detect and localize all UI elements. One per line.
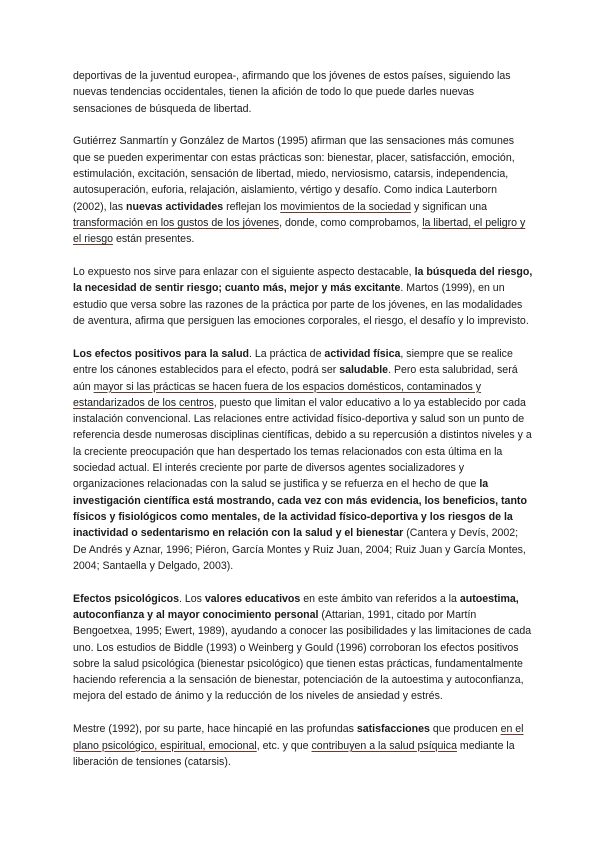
text-segment: , etc. y que bbox=[256, 739, 312, 752]
paragraph-efectos-salud bbox=[73, 346, 533, 574]
bold-phrase: la búsqueda del riesgo, la necesidad de sentir riesgo; cuanto más, mejor y más excitante bbox=[73, 266, 533, 295]
underlined-phrase: transformación en los gustos de los jóvenes bbox=[73, 216, 280, 229]
underlined-phrase: la libertad, el peligro y el riesgo bbox=[73, 216, 526, 246]
text-segment: . Los bbox=[178, 592, 205, 605]
underlined-phrase: contribuyen a la salud psíquica bbox=[311, 739, 457, 752]
underlined-phrase: en el plano psicológico, espiritual, emocional bbox=[73, 723, 524, 752]
text-segment: . La práctica de bbox=[249, 347, 325, 360]
text-segment: que producen bbox=[429, 723, 501, 736]
text-segment: están presentes. bbox=[113, 233, 195, 246]
bold-phrase: autoestima, autoconfianza y al mayor conocimiento personal bbox=[73, 592, 519, 621]
text-segment: reflejan los bbox=[223, 200, 281, 213]
text-segment: Gutiérrez Sanmartín y González de Martos (1995) afirman que las sensaciones más comunes que se pueden experimentar con estas prácticas son: bienestar, placer, satisfacción, emoción, estimulación, excitación, sensación de libertad, miedo, nerviosismo, catarsis, independencia, autosuperación, euforia, relajación, aislamiento, vértigo y desafío. Como indica Lauterborn (2002), las bbox=[73, 135, 515, 213]
text-segment: . Martos (1999), en un estudio que versa sobre las razones de la práctica por parte de los jóvenes, en las modalidades de aventura, afirma que persiguen las emociones corporales, el riesgo, el desafío y lo imprevisto. bbox=[73, 282, 529, 328]
paragraph-juventud-europea bbox=[73, 68, 533, 117]
text-segment: , siempre que se realice entre los cánones establecidos para el efecto, podrá ser bbox=[73, 347, 513, 377]
text-segment: y significan una bbox=[411, 200, 487, 213]
text-segment: , puesto que limitan el valor educativo a lo ya establecido por cada instalación convencional. Las relaciones entre actividad físico-deportiva y salud son un punto de referencia desde numerosas disciplinas científicas, debido a su repercusión a distintos niveles y a la creciente preocupación que han despertado los temas relacionados con esta última en la sociedad actual. El interés creciente por parte de diversos agentes socializadores y organizaciones relacionadas con la salud se justifica y se refuerza en el hecho de que bbox=[73, 396, 532, 491]
bold-phrase: valores educativos bbox=[204, 592, 301, 605]
paragraph-sensaciones bbox=[73, 133, 533, 247]
document-page bbox=[73, 68, 533, 787]
text-segment: deportivas de la juventud europea-, afirmando que los jóvenes de estos países, siguiendo las nuevas tendencias occidentales, tienen la afición de todo lo que puede darles nuevas sensaciones de búsqueda de libertad. bbox=[73, 70, 511, 115]
underlined-phrase: mayor si las prácticas se hacen fuera de los espacios domésticos, contaminados y estandarizados de los centros bbox=[73, 380, 482, 409]
underlined-phrase: movimientos de la sociedad bbox=[280, 200, 412, 213]
text-segment: mediante la liberación de tensiones (catarsis). bbox=[73, 739, 515, 768]
text-segment: (Attarian, 1991, citado por Martín Bengoetxea, 1995; Ewert, 1989), ayudando a conocer las posibilidades y las limitaciones de cada uno. Los estudios de Biddle (1993) o Weinberg y Gould (1996) corroboran los efectos positivos sobre la salud psicológica (bienestar psicológico) que tienen estas prácticas, fundamentalmente haciendo referencia a la sensación de bienestar, potenciación de la autoestima y autoconfianza, mejora del estado de ánimo y la reducción de los niveles de ansiedad y estrés. bbox=[73, 608, 532, 703]
paragraph-busqueda-riesgo bbox=[73, 264, 533, 329]
text-segment: Mestre (1992), por su parte, hace hincapié en las profundas bbox=[73, 723, 357, 736]
bold-phrase: la investigación científica está mostrando, cada vez con más evidencia, los beneficios, tanto físicos y fisiológicos como mentales, de la actividad físico-deportiva y los riesgos de la inactividad o sedentarismo en relación con la salud y el bienestar bbox=[73, 478, 527, 540]
text-segment: . Pero esta salubridad, será aún bbox=[73, 364, 518, 393]
text-segment: en este ámbito van referidos a la bbox=[300, 592, 460, 605]
paragraph-mestre bbox=[73, 721, 533, 770]
bold-phrase: Efectos psicológicos bbox=[73, 592, 179, 605]
text-segment: , donde, como comprobamos, bbox=[279, 216, 423, 229]
bold-phrase: saludable bbox=[339, 364, 389, 377]
bold-phrase: Los efectos positivos para la salud bbox=[73, 347, 250, 360]
bold-phrase: actividad física bbox=[324, 347, 401, 360]
text-segment: (Cantera y Devís, 2002; De Andrés y Aznar, 1996; Piéron, García Montes y Ruiz Juan, 2004; Ruiz Juan y García Montes, 2004; Santaella y Delgado, 2003). bbox=[73, 527, 526, 572]
bold-phrase: satisfacciones bbox=[356, 723, 430, 736]
text-segment: Lo expuesto nos sirve para enlazar con el siguiente aspecto destacable, bbox=[73, 266, 415, 279]
paragraph-efectos-psicologicos bbox=[73, 591, 533, 705]
bold-phrase: nuevas actividades bbox=[126, 200, 224, 213]
